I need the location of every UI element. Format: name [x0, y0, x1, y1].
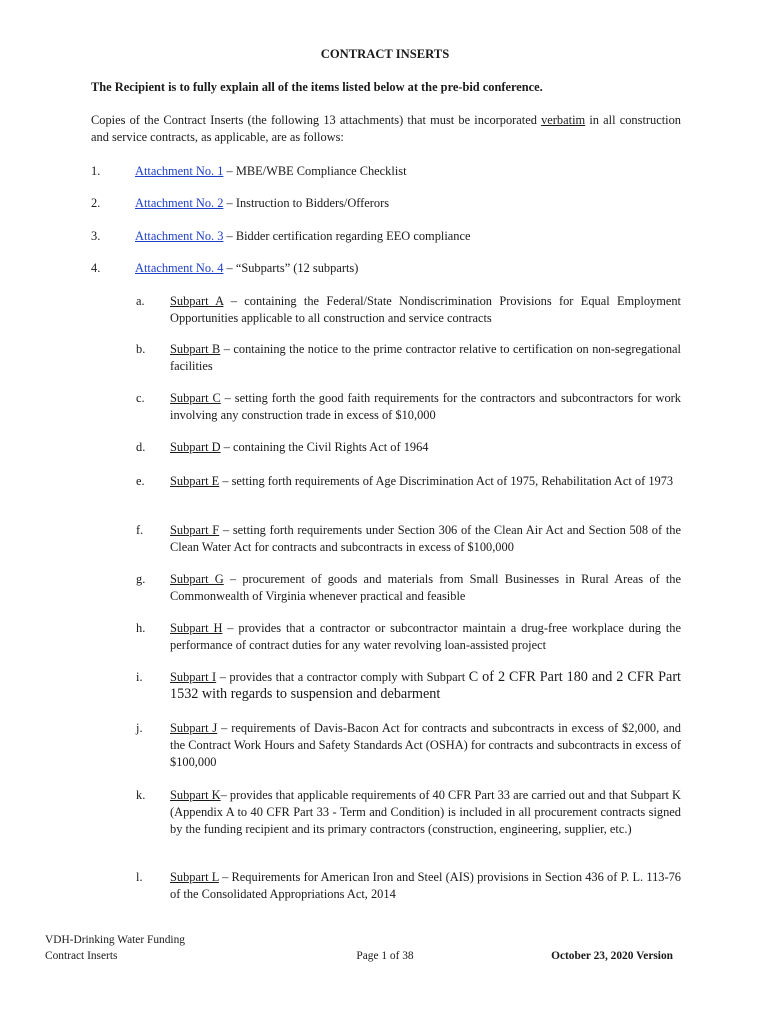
intro-instruction: The Recipient is to fully explain all of the items listed below at the pre-bid conference. — [91, 80, 543, 94]
subpart-desc: – Requirements for American Iron and Steel (AIS) provisions in Section 436 of P. L. 113-76 of the Consolidated Appropriations Act, 2014 — [170, 870, 681, 901]
attachment-link-4[interactable]: Attachment No. 4 — [135, 261, 224, 275]
copies-paragraph — [91, 112, 681, 146]
subpart-letter: d. — [136, 440, 146, 454]
subpart-letter: l. — [136, 870, 143, 884]
subpart-letter: f. — [136, 523, 144, 537]
subpart-letter: e. — [136, 474, 145, 488]
subpart-name: Subpart C — [170, 391, 221, 405]
subpart-name: Subpart A — [170, 294, 224, 308]
subpart-letter: i. — [136, 670, 143, 684]
footer-doc-name: Contract Inserts — [45, 950, 118, 962]
attachment-desc: – Instruction to Bidders/Offerors — [223, 196, 390, 210]
subpart-desc: – procurement of goods and materials from Small Businesses in Rural Areas of the Commonwealth of Virginia whenever practical and feasible — [170, 572, 682, 603]
subpart-desc: – provides that a contractor comply with Subpart — [216, 670, 469, 684]
subpart-letter: h. — [136, 621, 146, 635]
subpart-name: Subpart E — [170, 474, 220, 488]
subpart-desc: – setting forth requirements of Age Discrimination Act of 1975, Rehabilitation Act of 1973 — [219, 474, 674, 488]
attachment-link-1[interactable]: Attachment No. 1 — [135, 164, 224, 178]
subpart-desc: – requirements of Davis-Bacon Act for contracts and subcontracts in excess of $2,000, and the Contract Work Hours and Safety Standards Act (OSHA) for contracts and subcontracts in excess of $100,000 — [170, 721, 681, 769]
attachment-number: 3. — [91, 229, 101, 243]
subpart-letter: k. — [136, 788, 146, 802]
subpart-letter: g. — [136, 572, 146, 586]
attachment-number: 4. — [91, 261, 101, 275]
subpart-name: Subpart G — [170, 572, 224, 586]
subpart-name: Subpart D — [170, 440, 221, 454]
verbatim-word: verbatim — [541, 113, 586, 127]
subpart-letter: a. — [136, 294, 145, 308]
page-title: CONTRACT INSERTS — [320, 47, 450, 61]
subpart-desc: – containing the notice to the prime contractor relative to certification on non-segregational facilities — [170, 342, 681, 373]
subpart-name: Subpart I — [170, 670, 217, 684]
subpart-name: Subpart F — [170, 523, 220, 537]
page-number: Page 1 of 38 — [356, 950, 414, 962]
subpart-desc-large: C of 2 CFR Part 180 and 2 CFR Part 1532 with regards to suspension and debarment — [170, 669, 681, 702]
subpart-letter: b. — [136, 342, 146, 356]
attachment-link-3[interactable]: Attachment No. 3 — [135, 229, 224, 243]
subpart-desc: – provides that a contractor or subcontractor maintain a drug-free workplace during the performance of contract duties for any water revolving loan-assisted project — [170, 621, 681, 652]
subpart-name: Subpart L — [170, 870, 219, 884]
version-date: October 23, 2020 Version — [551, 950, 673, 962]
attachment-desc: – MBE/WBE Compliance Checklist — [223, 164, 407, 178]
subpart-desc: – provides that applicable requirements of 40 CFR Part 33 are carried out and that Subpart K (Appendix A to 40 CFR Part 33 - Term and Condition) is included in all procurement contracts signed by the funding recipient and its primary contractors (construction, engineering, supplier, etc.) — [170, 788, 681, 836]
attachment-desc: – Bidder certification regarding EEO compliance — [223, 229, 471, 243]
attachment-number: 1. — [91, 164, 101, 178]
subpart-name: Subpart B — [170, 342, 221, 356]
attachment-number: 2. — [91, 196, 101, 210]
copies-text-after: in all construction and service contracts, as applicable, are as follows: — [91, 113, 681, 144]
footer-org: VDH-Drinking Water Funding — [45, 934, 185, 946]
subpart-name: Subpart J — [170, 721, 218, 735]
subpart-letter: c. — [136, 391, 145, 405]
subpart-name: Subpart H — [170, 621, 223, 635]
subpart-desc: – setting forth requirements under Section 306 of the Clean Air Act and Section 508 of the Clean Water Act for contracts and subcontracts in excess of $100,000 — [170, 523, 681, 554]
attachment-desc: – “Subparts” (12 subparts) — [223, 261, 359, 275]
subpart-desc: – setting forth the good faith requirements for the contractors and subcontractors for work involving any construction trade in excess of $10,000 — [170, 391, 681, 422]
attachment-link-2[interactable]: Attachment No. 2 — [135, 196, 224, 210]
subpart-desc: – containing the Civil Rights Act of 1964 — [220, 440, 429, 454]
copies-text-before: Copies of the Contract Inserts (the following 13 attachments) that must be incorporated — [91, 113, 542, 127]
subpart-desc: – containing the Federal/State Nondiscrimination Provisions for Equal Employment Opportunities applicable to all construction and service contracts — [170, 294, 681, 325]
subpart-letter: j. — [136, 721, 143, 735]
subpart-name: Subpart K — [170, 788, 221, 802]
